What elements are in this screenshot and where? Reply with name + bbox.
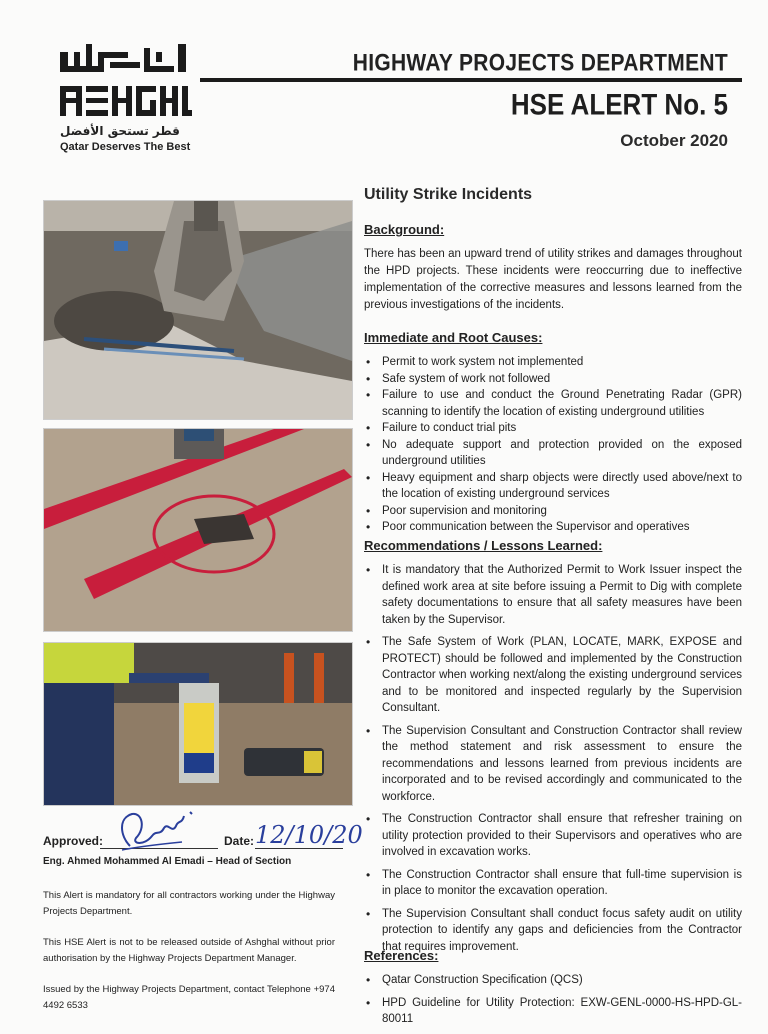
list-item: • Poor communication between the Supervisor and operatives <box>364 519 742 536</box>
list-item: • Permit to work system not implemented <box>364 354 742 371</box>
logo-tagline: Qatar Deserves The Best <box>60 141 191 153</box>
list-item: • Failure to use and conduct the Ground Penetrating Radar (GPR) scanning to identify the location of existing underground utilities <box>364 387 742 420</box>
signature-icon <box>112 806 202 856</box>
list-item: • It is mandatory that the Authorized Permit to Work Issuer inspect the defined work area at site before issuing a Permit to Dig with complete safety documentations to ensure that all safety measures have been taken by the Supervisor. <box>364 562 742 628</box>
logo-arabic-tagline: قطر تستحق الأفضل <box>60 124 180 138</box>
note-release: This HSE Alert is not to be released outside of Ashghal without prior authorisation by the Highway Projects Department Manager. <box>43 937 335 964</box>
list-item: • HPD Guideline for Utility Protection: EXW-GENL-0000-HS-HPD-GL-80011 <box>364 995 742 1028</box>
list-item: • The Construction Contractor shall ensure that full-time supervision is in place to monitor the excavation operation. <box>364 867 742 900</box>
alert-title: Utility Strike Incidents <box>364 186 533 203</box>
list-item: • The Construction Contractor shall ensure that refresher training on utility protection provided to their Supervisors and operatives who are involved in excavation works. <box>364 811 742 861</box>
list-item: • Safe system of work not followed <box>364 371 742 388</box>
ashghal-logo-mark-icon <box>60 44 190 72</box>
background-heading: Background: <box>364 222 445 237</box>
list-item: • Heavy equipment and sharp objects were directly used above/next to the location of existing underground services <box>364 470 742 503</box>
note-mandatory: This Alert is mandatory for all contractors working under the Highway Projects Department. <box>43 890 335 917</box>
date-label: Date: <box>224 834 255 848</box>
department-name: HIGHWAY PROJECTS DEPARTMENT <box>352 50 728 77</box>
alert-number: HSE ALERT No. 5 <box>510 87 728 122</box>
recommendations-heading: Recommendations / Lessons Learned: <box>364 538 603 553</box>
causes-list <box>364 354 742 536</box>
references-heading: References: <box>364 948 439 963</box>
list-item: • The Safe System of Work (PLAN, LOCATE, MARK, EXPOSE and PROTECT) should be followed and implemented by the Construction Contractor when working next/along the existing underground services and to be monitored and inspected regularly by the Supervision Consultant. <box>364 634 742 717</box>
list-item: • No adequate support and protection provided on the exposed underground utilities <box>364 437 742 470</box>
list-item: • The Supervision Consultant shall conduct focus safety audit on utility protection to identify any gaps and deficiencies from the Contractor that requires improvement. <box>364 906 742 956</box>
background-text: There has been an upward trend of utility strikes and damages throughout the HPD projects. These incidents were reoccurring due to ineffective implementation of the corrective measures and lessons learned from the previous investigations of the incidents. <box>364 248 742 311</box>
handwritten-date: 12/10/20 <box>255 821 363 849</box>
photo-excavator-strike <box>43 200 353 420</box>
note-contact: Issued by the Highway Projects Department, contact Telephone +974 4492 6533 <box>43 984 335 1011</box>
alert-date: October 2020 <box>620 131 728 150</box>
photo-cable-locator <box>43 642 353 806</box>
approved-label: Approved: <box>43 834 103 848</box>
ashghal-wordmark <box>60 86 192 116</box>
list-item: • Poor supervision and monitoring <box>364 503 742 520</box>
causes-heading: Immediate and Root Causes: <box>364 330 543 345</box>
header-rule <box>200 78 742 82</box>
list-item: • Failure to conduct trial pits <box>364 420 742 437</box>
list-item: • Qatar Construction Specification (QCS) <box>364 972 742 989</box>
approver-name: Eng. Ahmed Mohammed Al Emadi – Head of Section <box>43 856 292 867</box>
photo-damaged-cable <box>43 428 353 632</box>
recommendations-list <box>364 562 742 961</box>
references-list <box>364 972 742 1034</box>
list-item: • The Supervision Consultant and Construction Contractor shall review the method statement and risk assessment to ensure the recommendations and lessons learned from previous incidents are incorporated and to be revised accordingly and communicated to the workforce. <box>364 723 742 806</box>
